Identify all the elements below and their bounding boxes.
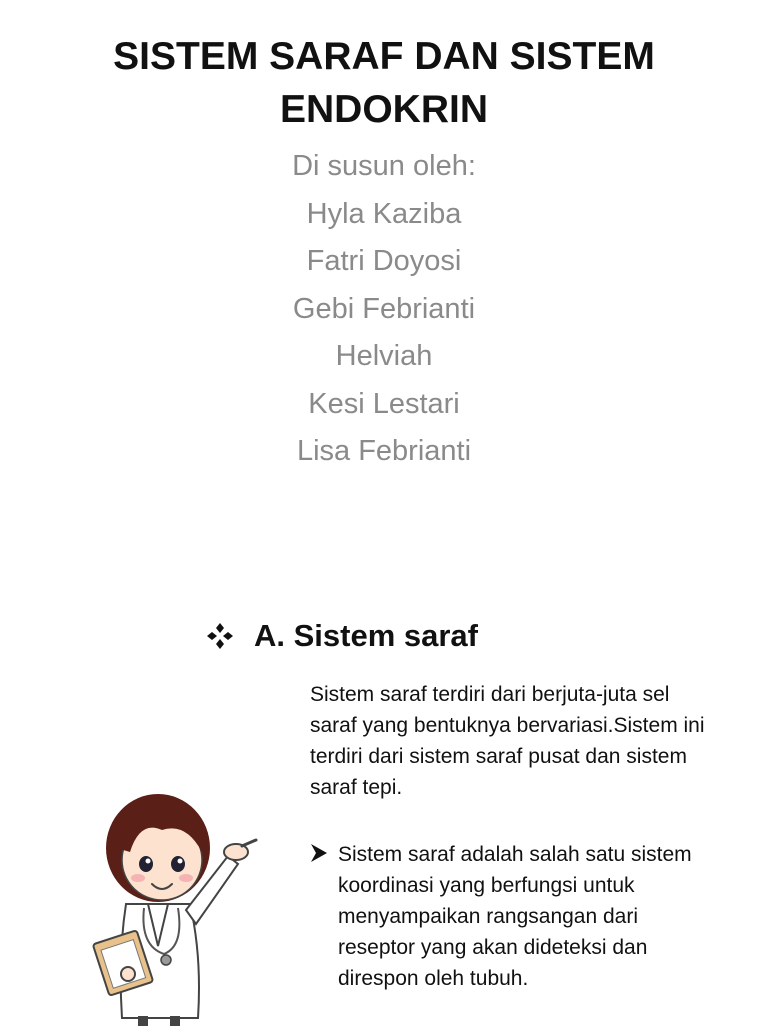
author-name: Gebi Febrianti (292, 292, 476, 325)
section-title: A. Sistem saraf (254, 618, 478, 653)
content-slide (0, 560, 768, 1024)
diamond-bullet-icon (206, 622, 234, 650)
title-line-2: ENDOKRIN (279, 88, 488, 131)
intro-paragraph: Sistem saraf terdiri dari berjuta-juta sel saraf yang bentuknya bervariasi.Sistem ini terdiri dari sistem saraf pusat dan sistem saraf tepi. (310, 683, 705, 799)
title-slide (0, 0, 768, 512)
arrowhead-bullet-icon (310, 843, 328, 863)
author-name: Kesi Lestari (308, 387, 460, 420)
author-name: Fatri Doyosi (306, 245, 462, 277)
author-intro: Di susun oleh: (292, 150, 476, 182)
bullet-text: Sistem saraf adalah salah satu sistem koordinasi yang berfungsi untuk menyampaikan rangsangan dari reseptor yang akan dideteksi dan direspon oleh tubuh. (338, 843, 692, 990)
author-list (0, 143, 768, 476)
author-name: Helviah (335, 340, 433, 372)
doctor-illustration (78, 786, 258, 1026)
bullet-item (310, 839, 710, 994)
author-name: Hyla Kaziba (306, 197, 462, 230)
slide-title (0, 30, 768, 136)
author-name: Lisa Febrianti (296, 435, 472, 467)
section-heading (206, 618, 478, 654)
title-line-1: SISTEM SARAF DAN SISTEM (113, 35, 655, 78)
